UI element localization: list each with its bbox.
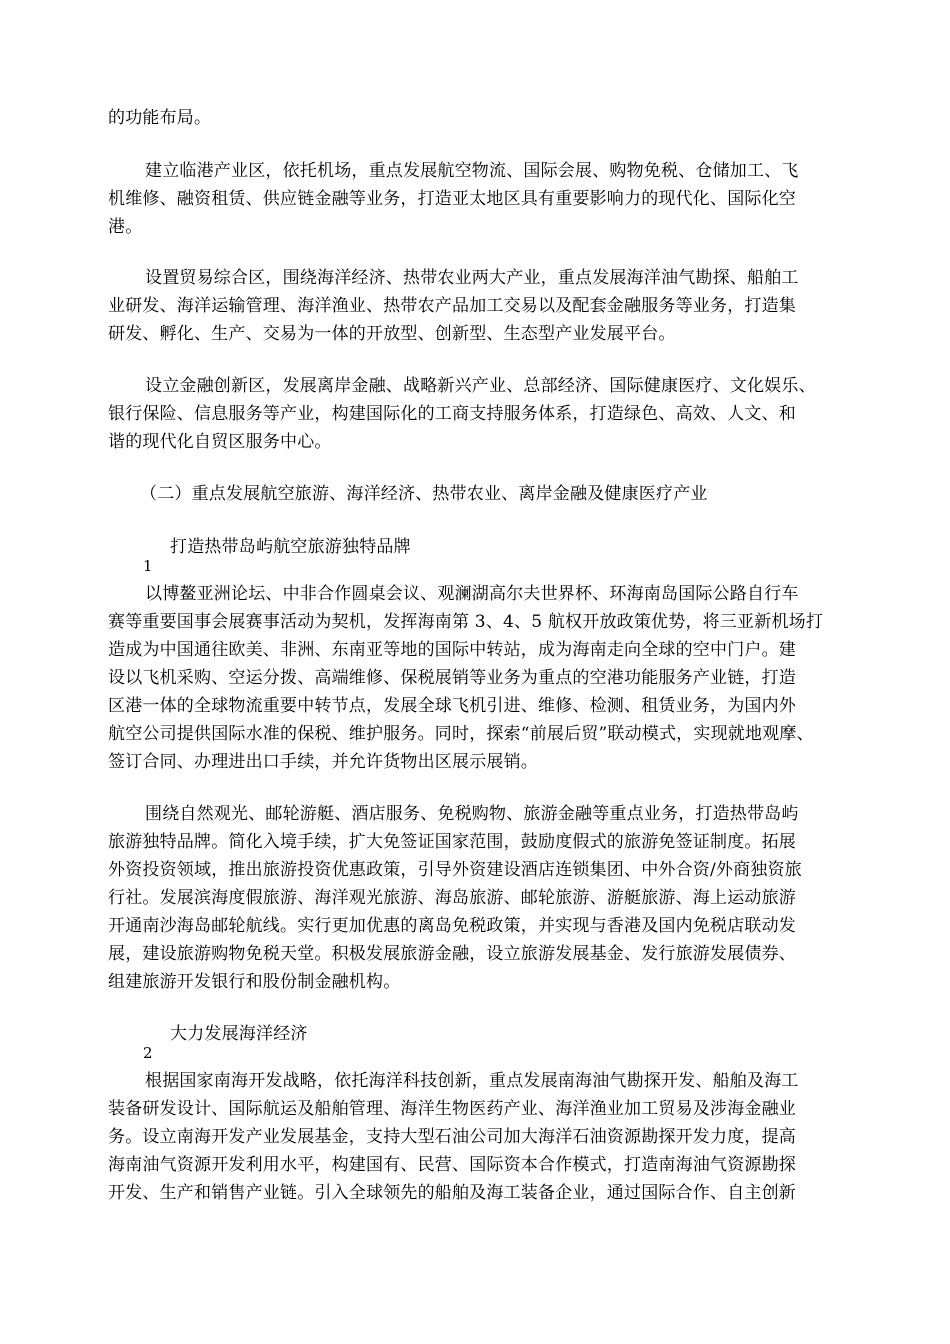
subsection-number: 2: [143, 1044, 153, 1062]
paragraph-line: 外资投资领域，推出旅游投资优惠政策，引导外资建设酒店连锁集团、中外合资/外商独资旅: [108, 860, 802, 880]
paragraph-line: 谐的现代化自贸区服务中心。: [108, 432, 332, 452]
paragraph-line: 装备研发设计、国际航运及船舶管理、海洋生物医药产业、海洋渔业加工贸易及涉海金融业: [108, 1099, 796, 1119]
section-heading: （二）重点发展航空旅游、海洋经济、热带农业、离岸金融及健康医疗产业: [140, 484, 708, 504]
paragraph-line: 开通南沙海岛邮轮航线。实行更加优惠的离岛免税政策，并实现与香港及国内免税店联动发: [108, 916, 796, 936]
paragraph-line: 赛等重要国事会展赛事活动为契机，发挥海南第 3、4、5 航权开放政策优势，将三亚新机场打: [108, 612, 824, 632]
paragraph-line: 旅游独特品牌。简化入境手续，扩大免签证国家范围，鼓励度假式的旅游免签证制度。拓展: [108, 832, 796, 852]
paragraph-line: 组建旅游开发银行和股份制金融机构。: [108, 972, 401, 992]
paragraph-line: 航空公司提供国际水准的保税、维护服务。同时，探索“前展后贸”联动模式，实现就地观摩、: [108, 724, 814, 744]
paragraph-line: 的功能布局。: [108, 108, 212, 128]
paragraph-line: 机维修、融资租赁、供应链金融等业务，打造亚太地区具有重要影响力的现代化、国际化空: [108, 189, 796, 209]
paragraph-line: 围绕自然观光、邮轮游艇、酒店服务、免税购物、旅游金融等重点业务，打造热带岛屿: [145, 804, 799, 824]
paragraph-line: 开发、生产和销售产业链。引入全球领先的船舶及海工装备企业，通过国际合作、自主创新: [108, 1183, 796, 1203]
paragraph-line: 签订合同、办理进出口手续，并允许货物出区展示展销。: [108, 752, 538, 772]
paragraph-line: 银行保险、信息服务等产业，构建国际化的工商支持服务体系，打造绿色、高效、人文、和: [108, 404, 796, 424]
paragraph-line: 设置贸易综合区，围绕海洋经济、热带农业两大产业，重点发展海洋油气勘探、船舶工: [145, 268, 799, 288]
paragraph-line: 设以飞机采购、空运分拨、高端维修、保税展销等业务为重点的空港功能服务产业链，打造: [108, 668, 796, 688]
paragraph-line: 区港一体的全球物流重要中转节点，发展全球飞机引进、维修、检测、租赁业务，为国内外: [108, 696, 796, 716]
paragraph-line: 造成为中国通往欧美、非洲、东南亚等地的国际中转站，成为海南走向全球的空中门户。建: [108, 640, 796, 660]
subsection-number: 1: [143, 557, 153, 575]
paragraph-line: 根据国家南海开发战略，依托海洋科技创新，重点发展南海油气勘探开发、船舶及海工: [145, 1071, 799, 1091]
paragraph-line: 研发、孵化、生产、交易为一体的开放型、创新型、生态型产业发展平台。: [108, 324, 676, 344]
subsection-title: 大力发展海洋经济: [170, 1024, 308, 1044]
subsection-title: 打造热带岛屿航空旅游独特品牌: [170, 537, 411, 557]
paragraph-line: 以博鳌亚洲论坛、中非合作圆桌会议、观澜湖高尔夫世界杯、环海南岛国际公路自行车: [145, 584, 799, 604]
paragraph-line: 海南油气资源开发利用水平，构建国有、民营、国际资本合作模式，打造南海油气资源勘探: [108, 1155, 796, 1175]
paragraph-line: 行社。发展滨海度假旅游、海洋观光旅游、海岛旅游、邮轮旅游、游艇旅游、海上运动旅游: [108, 888, 796, 908]
paragraph-line: 设立金融创新区，发展离岸金融、战略新兴产业、总部经济、国际健康医疗、文化娱乐、: [145, 376, 816, 396]
paragraph-line: 港。: [108, 217, 143, 237]
paragraph-line: 建立临港产业区，依托机场，重点发展航空物流、国际会展、购物免税、仓储加工、飞: [145, 161, 799, 181]
paragraph-line: 务。设立南海开发产业发展基金，支持大型石油公司加大海洋石油资源勘探开发力度，提高: [108, 1127, 796, 1147]
paragraph-line: 展，建设旅游购物免税天堂。积极发展旅游金融，设立旅游发展基金、发行旅游发展债券、: [108, 944, 796, 964]
paragraph-line: 业研发、海洋运输管理、海洋渔业、热带农产品加工交易以及配套金融服务等业务，打造集: [108, 296, 796, 316]
